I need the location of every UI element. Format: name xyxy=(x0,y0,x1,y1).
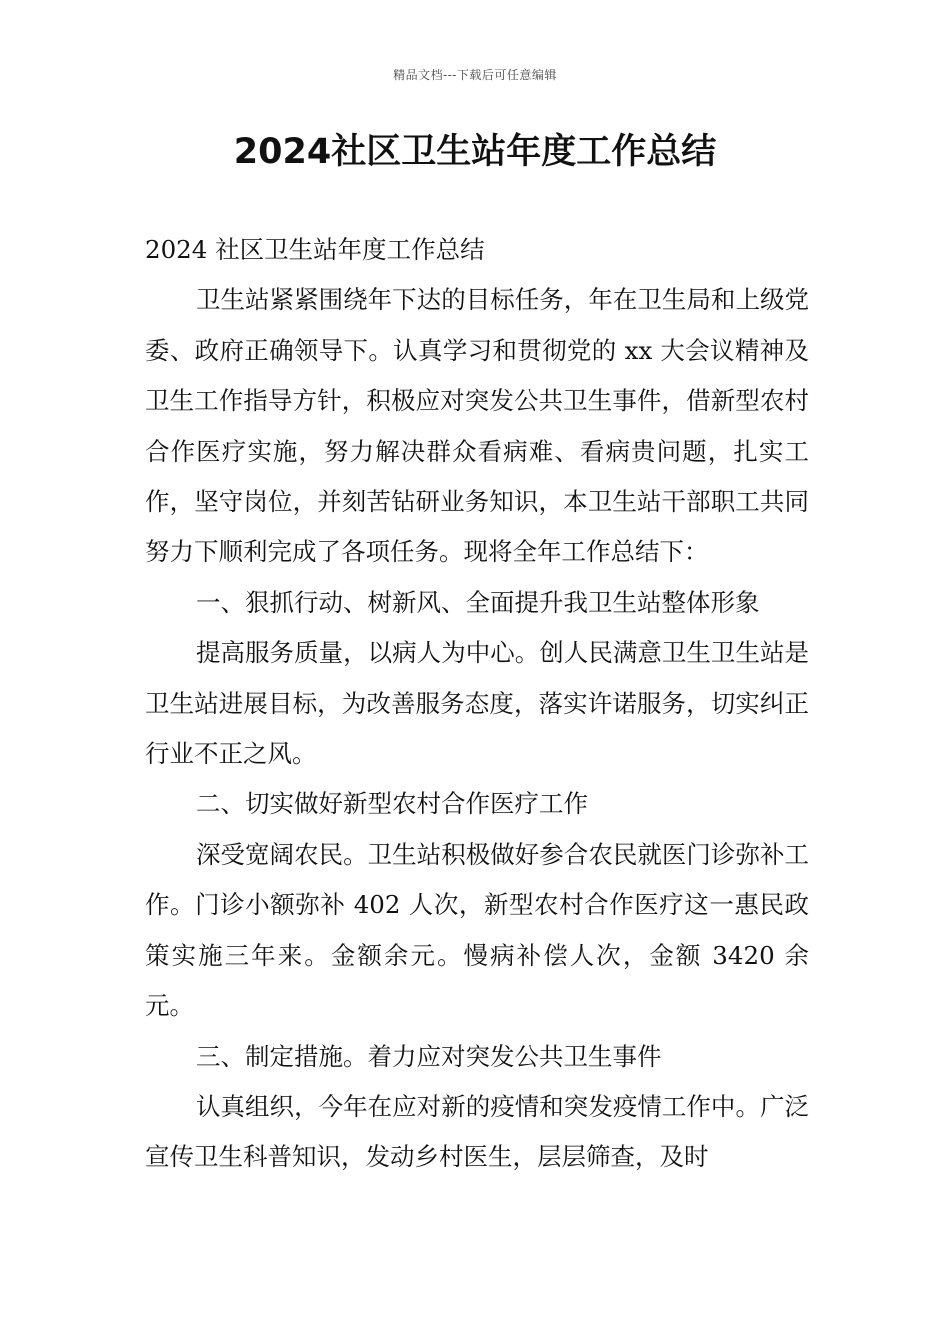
paragraph-section-1: 提高服务质量，以病人为中心。创人民满意卫生卫生站是卫生站进展目标，为改善服务态度，落实许诺服务，切实纠正行业不正之风。 xyxy=(145,638,809,769)
subtitle-line: 2024 社区卫生站年度工作总结 xyxy=(145,235,485,264)
section-heading-3: 三、制定措施。着力应对突发公共卫生事件 xyxy=(196,1041,662,1071)
header-note: 精品文档---下载后可任意编辑 xyxy=(393,68,557,82)
document-title: 2024社区卫生站年度工作总结 xyxy=(233,132,717,172)
paragraph-section-2: 深受宽阔农民。卫生站积极做好参合农民就医门诊弥补工作。门诊小额弥补 402 人次，新型农村合作医疗这一惠民政策实施三年来。金额余元。慢病补偿人次，金额 3420 余元。 xyxy=(145,839,809,1021)
section-heading-2: 二、切实做好新型农村合作医疗工作 xyxy=(196,789,588,819)
document-body xyxy=(145,225,809,1183)
paragraph-section-3: 认真组织，今年在应对新的疫情和突发疫情工作中。广泛宣传卫生科普知识，发动乡村医生，层层筛查，及时 xyxy=(145,1091,809,1172)
section-heading-1: 一、狠抓行动、树新风、全面提升我卫生站整体形象 xyxy=(196,587,760,617)
paragraph-intro: 卫生站紧紧围绕年下达的目标任务，年在卫生局和上级党委、政府正确领导下。认真学习和贯彻党的 xx 大会议精神及卫生工作指导方针，积极应对突发公共卫生事件，借新型农村合作医疗实施，努力解决群众看病难、看病贵问题，扎实工作，坚守岗位，并刻苦钻研业务知识，本卫生站干部职工共同努力下顺利完成了各项任务。现将全年工作总结下： xyxy=(145,285,809,567)
